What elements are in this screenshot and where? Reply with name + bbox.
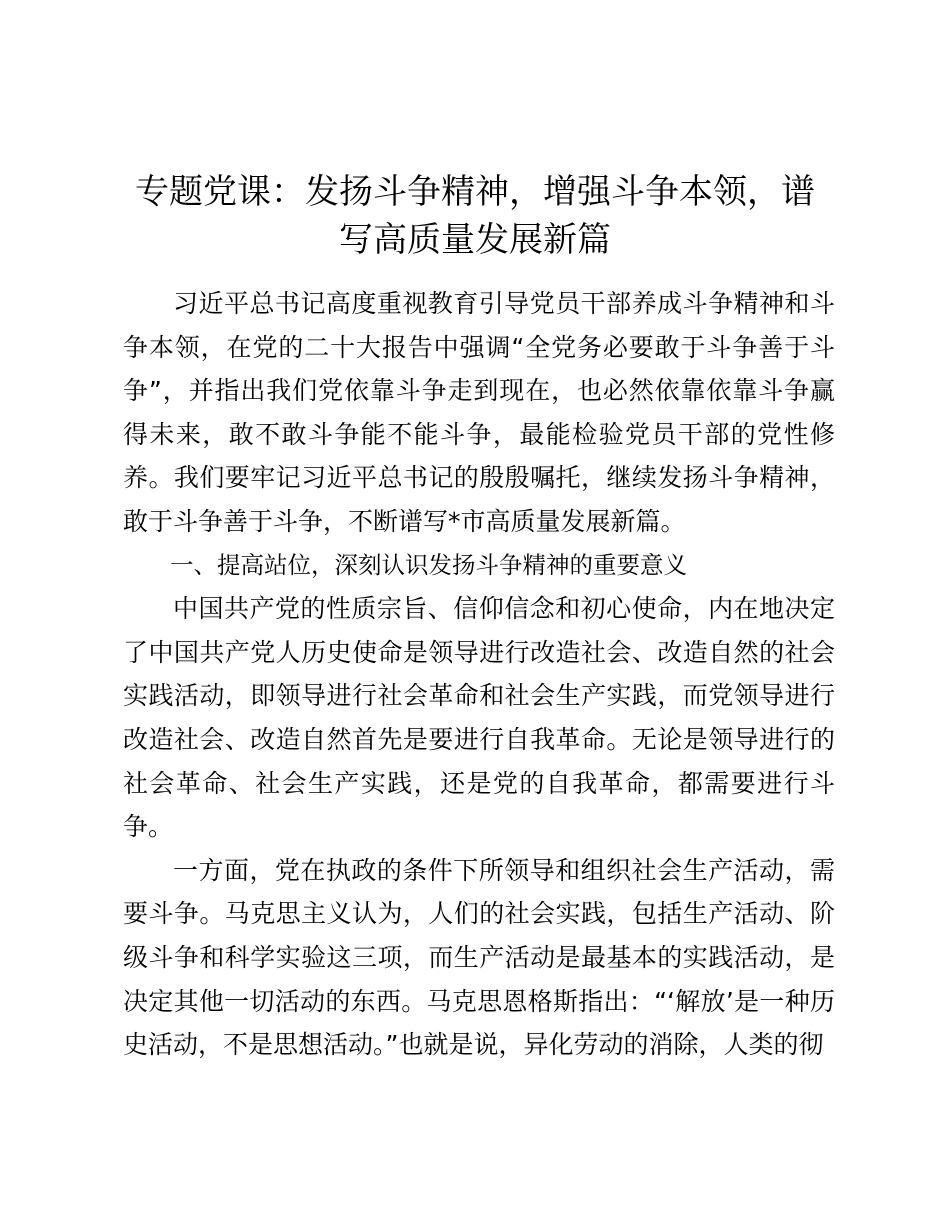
paragraph-on-one-hand: 一方面，党在执政的条件下所领导和组织社会生产活动，需要斗争。马克思主义认为，人们的社会实践，包括生产活动、阶级斗争和科学实验这三项，而生产活动是最基本的实践活动，是决定其他一切活动的东西。马克思恩格斯指出：“‘解放’是一种历史活动，不是思想活动。”也就是说，异化劳动的消除，人类的彻 bbox=[123, 855, 835, 1060]
document-body bbox=[123, 282, 835, 1067]
paragraph-intro: 习近平总书记高度重视教育引导党员干部养成斗争精神和斗争本领，在党的二十大报告中强调“全党务必要敢于斗争善于斗争”，并指出我们党依靠斗争走到现在，也必然依靠依靠斗争赢得未来，敢不敢斗争能不能斗争，最能检验党员干部的党性修养。我们要牢记习近平总书记的殷殷嘱托，继续发扬斗争精神，敢于斗争善于斗争，不断谱写*市高质量发展新篇。 bbox=[123, 289, 835, 536]
paragraph-section-1: 中国共产党的性质宗旨、信仰信念和初心使命，内在地决定了中国共产党人历史使命是领导进行改造社会、改造自然的社会实践活动，即领导进行社会革命和社会生产实践，而党领导进行改造社会、改造自然首先是要进行自我革命。无论是领导进行的社会革命、社会生产实践，还是党的自我革命，都需要进行斗争。 bbox=[123, 594, 835, 842]
section-heading-1: 一、提高站位，深刻认识发扬斗争精神的重要意义 bbox=[170, 550, 687, 579]
document-title: 专题党课：发扬斗争精神，增强斗争本领，谱写高质量发展新篇 bbox=[135, 172, 815, 260]
